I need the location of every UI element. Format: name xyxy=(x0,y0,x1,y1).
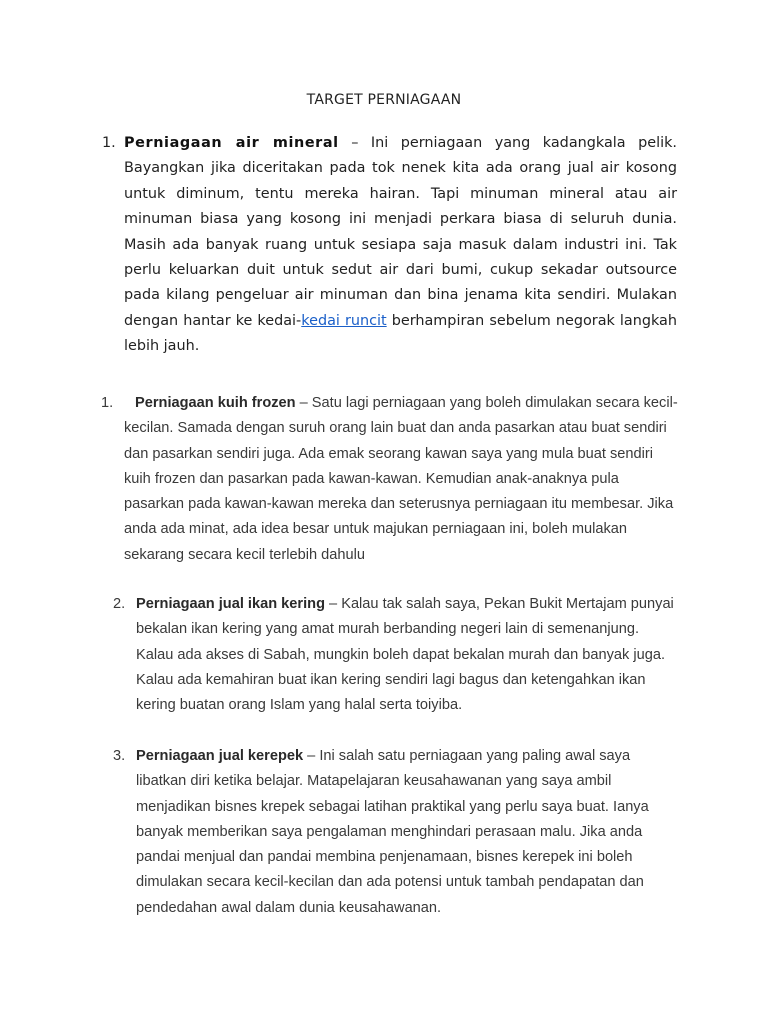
item-text: – Ini perniagaan yang kadangkala pelik. Bayangkan jika diceritakan pada tok nenek kita ada orang jual air kosong untuk diminum, tentu mereka hairan. Tapi minuman mineral atau air minuman biasa yang kosong ini menjadi perkara biasa di seluruh dunia. Masih ada banyak ruang untuk sesiapa saja masuk dalam industri ini. Tak perlu keluarkan duit untuk sedut air dari bumi, cukup sekadar outsource pada kilang pengeluar air minuman dan bina jenama kita sendiri. Mulakan dengan hantar ke kedai- xyxy=(124,135,677,329)
item-heading: Perniagaan jual ikan kering xyxy=(136,596,325,612)
item-text-after-link: berhampiran sebelum negorak langkah lebih jauh. xyxy=(124,312,677,355)
list-item-ikan-kering xyxy=(136,592,676,718)
item-text: – Satu lagi perniagaan yang boleh dimulakan secara kecil-kecilan. Samada dengan suruh orang lain buat dan anda pasarkan atau buat sendiri dan pasarkan sendiri juga. Ada emak seorang kawan saya yang mula buat sendiri kuih frozen dan pasarkan pada kawan-kawan. Kemudian anak-anaknya pula pasarkan pada kawan-kawan mereka dan seterusnya perniagaan itu membesar. Jika anda ada minat, ada idea besar untuk majukan perniagaan ini, boleh mulakan sekarang secara kecil terlebih dahulu xyxy=(124,395,678,563)
item-text: – Kalau tak salah saya, Pekan Bukit Mertajam punyai bekalan ikan kering yang amat murah berbanding negeri lain di semenanjung. Kalau ada akses di Sabah, mungkin boleh dapat bekalan murah dan banyak juga. Kalau ada kemahiran buat ikan kering sendiri lagi bagus dan ketengahkan ikan kering buatan orang Islam yang halal serta toiyiba. xyxy=(136,596,674,714)
list-number: 1. xyxy=(101,395,114,411)
list-number: 1. xyxy=(102,135,116,151)
list-item-kuih-frozen xyxy=(124,391,680,568)
kedai-runcit-link[interactable]: kedai runcit xyxy=(301,312,387,329)
list-number: 2. xyxy=(113,596,126,612)
list-item-kerepek xyxy=(136,744,681,921)
item-heading: Perniagaan kuih frozen xyxy=(135,395,296,411)
item-text: – Ini salah satu perniagaan yang paling awal saya libatkan diri ketika belajar. Matapelajaran keusahawanan yang saya ambil menjadikan bisnes krepek sebagai latihan praktikal yang perlu saya buat. Ianya banyak memberikan saya pengalaman menghindari perasaan malu. Jika anda pandai menjual dan pandai membina penjenamaan, bisnes kerepek ini boleh dimulakan secara kecil-kecilan dan ada potensi untuk tambah pendapatan dan pendedahan awal dalam dunia keusahawanan. xyxy=(136,748,649,916)
list-item-air-mineral xyxy=(124,131,677,360)
page-title: TARGET PERNIAGAAN xyxy=(306,92,462,108)
item-heading: Perniagaan jual kerepek xyxy=(136,748,304,764)
item-heading: Perniagaan air mineral xyxy=(124,135,339,151)
list-number: 3. xyxy=(113,748,126,764)
